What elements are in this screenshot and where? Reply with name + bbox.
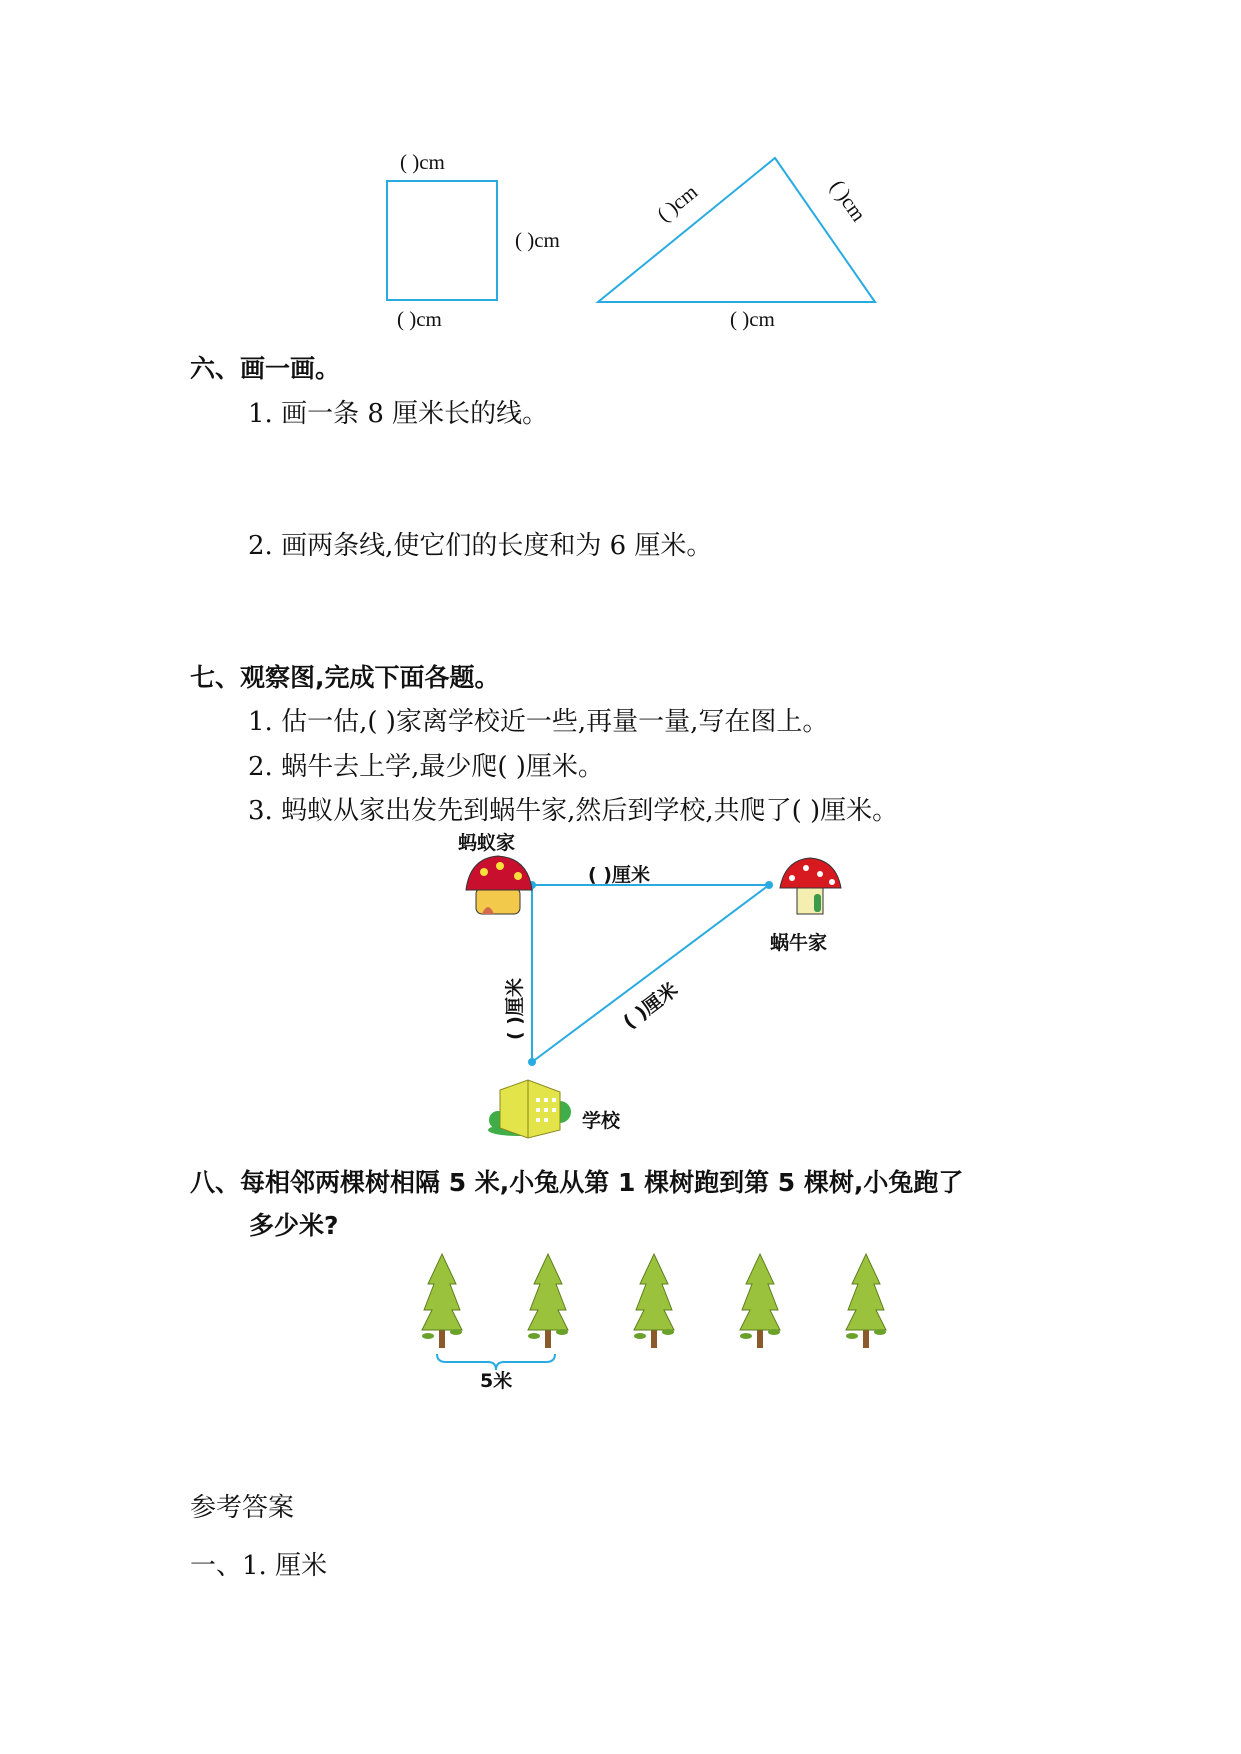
school-point	[528, 1058, 536, 1066]
section7-title: 七、观察图,完成下面各题。	[190, 663, 500, 692]
ant-snail-distance-label: ( )厘米	[588, 864, 650, 886]
tree-icon	[634, 1254, 674, 1348]
square-right-label: ( )cm	[515, 228, 560, 252]
brace-label: 5米	[480, 1370, 513, 1392]
square-bottom-label: ( )cm	[397, 307, 442, 331]
ant-home-icon	[466, 856, 532, 914]
tree-icon	[846, 1254, 886, 1348]
snail-school-distance-label: ( )厘米	[619, 978, 683, 1034]
square-shape	[387, 181, 497, 300]
tree-row	[422, 1254, 886, 1348]
section6-title: 六、画一画。	[190, 354, 341, 383]
triangle-right-label: ( )cm	[825, 175, 871, 226]
section8-title-line1: 八、每相邻两棵树相隔 5 米,小兔从第 1 棵树跑到第 5 棵树,小兔跑了	[190, 1168, 964, 1197]
snail-home-icon	[780, 858, 841, 914]
triangle-shape	[598, 158, 875, 302]
school-label: 学校	[582, 1110, 621, 1132]
school-icon	[488, 1080, 571, 1138]
section7-item-1: 1. 估一估,( )家离学校近一些,再量一量,写在图上。	[248, 707, 829, 737]
section6-item-1: 1. 画一条 8 厘米长的线。	[248, 399, 549, 429]
section7-item-2: 2. 蜗牛去上学,最少爬( )厘米。	[248, 752, 604, 782]
triangle-bottom-label: ( )cm	[730, 307, 775, 331]
section7-item-3: 3. 蚂蚁从家出发先到蜗牛家,然后到学校,共爬了( )厘米。	[248, 796, 899, 826]
route-snail-school	[532, 885, 769, 1062]
triangle-left-label: ( )cm	[652, 179, 703, 227]
snail-home-point	[765, 881, 773, 889]
square-top-label: ( )cm	[400, 150, 445, 174]
section6-item-2: 2. 画两条线,使它们的长度和为 6 厘米。	[248, 531, 713, 561]
section8-title-line2: 多少米?	[249, 1211, 339, 1240]
ant-home-label: 蚂蚁家	[458, 832, 516, 854]
snail-home-label: 蜗牛家	[770, 932, 828, 954]
ant-school-distance-label: ( )厘米	[504, 978, 526, 1040]
tree-icon	[740, 1254, 780, 1348]
tree-icon	[528, 1254, 568, 1348]
tree-icon	[422, 1254, 462, 1348]
answers-title: 参考答案	[190, 1493, 295, 1523]
answers-line-1: 一、1. 厘米	[190, 1551, 328, 1581]
